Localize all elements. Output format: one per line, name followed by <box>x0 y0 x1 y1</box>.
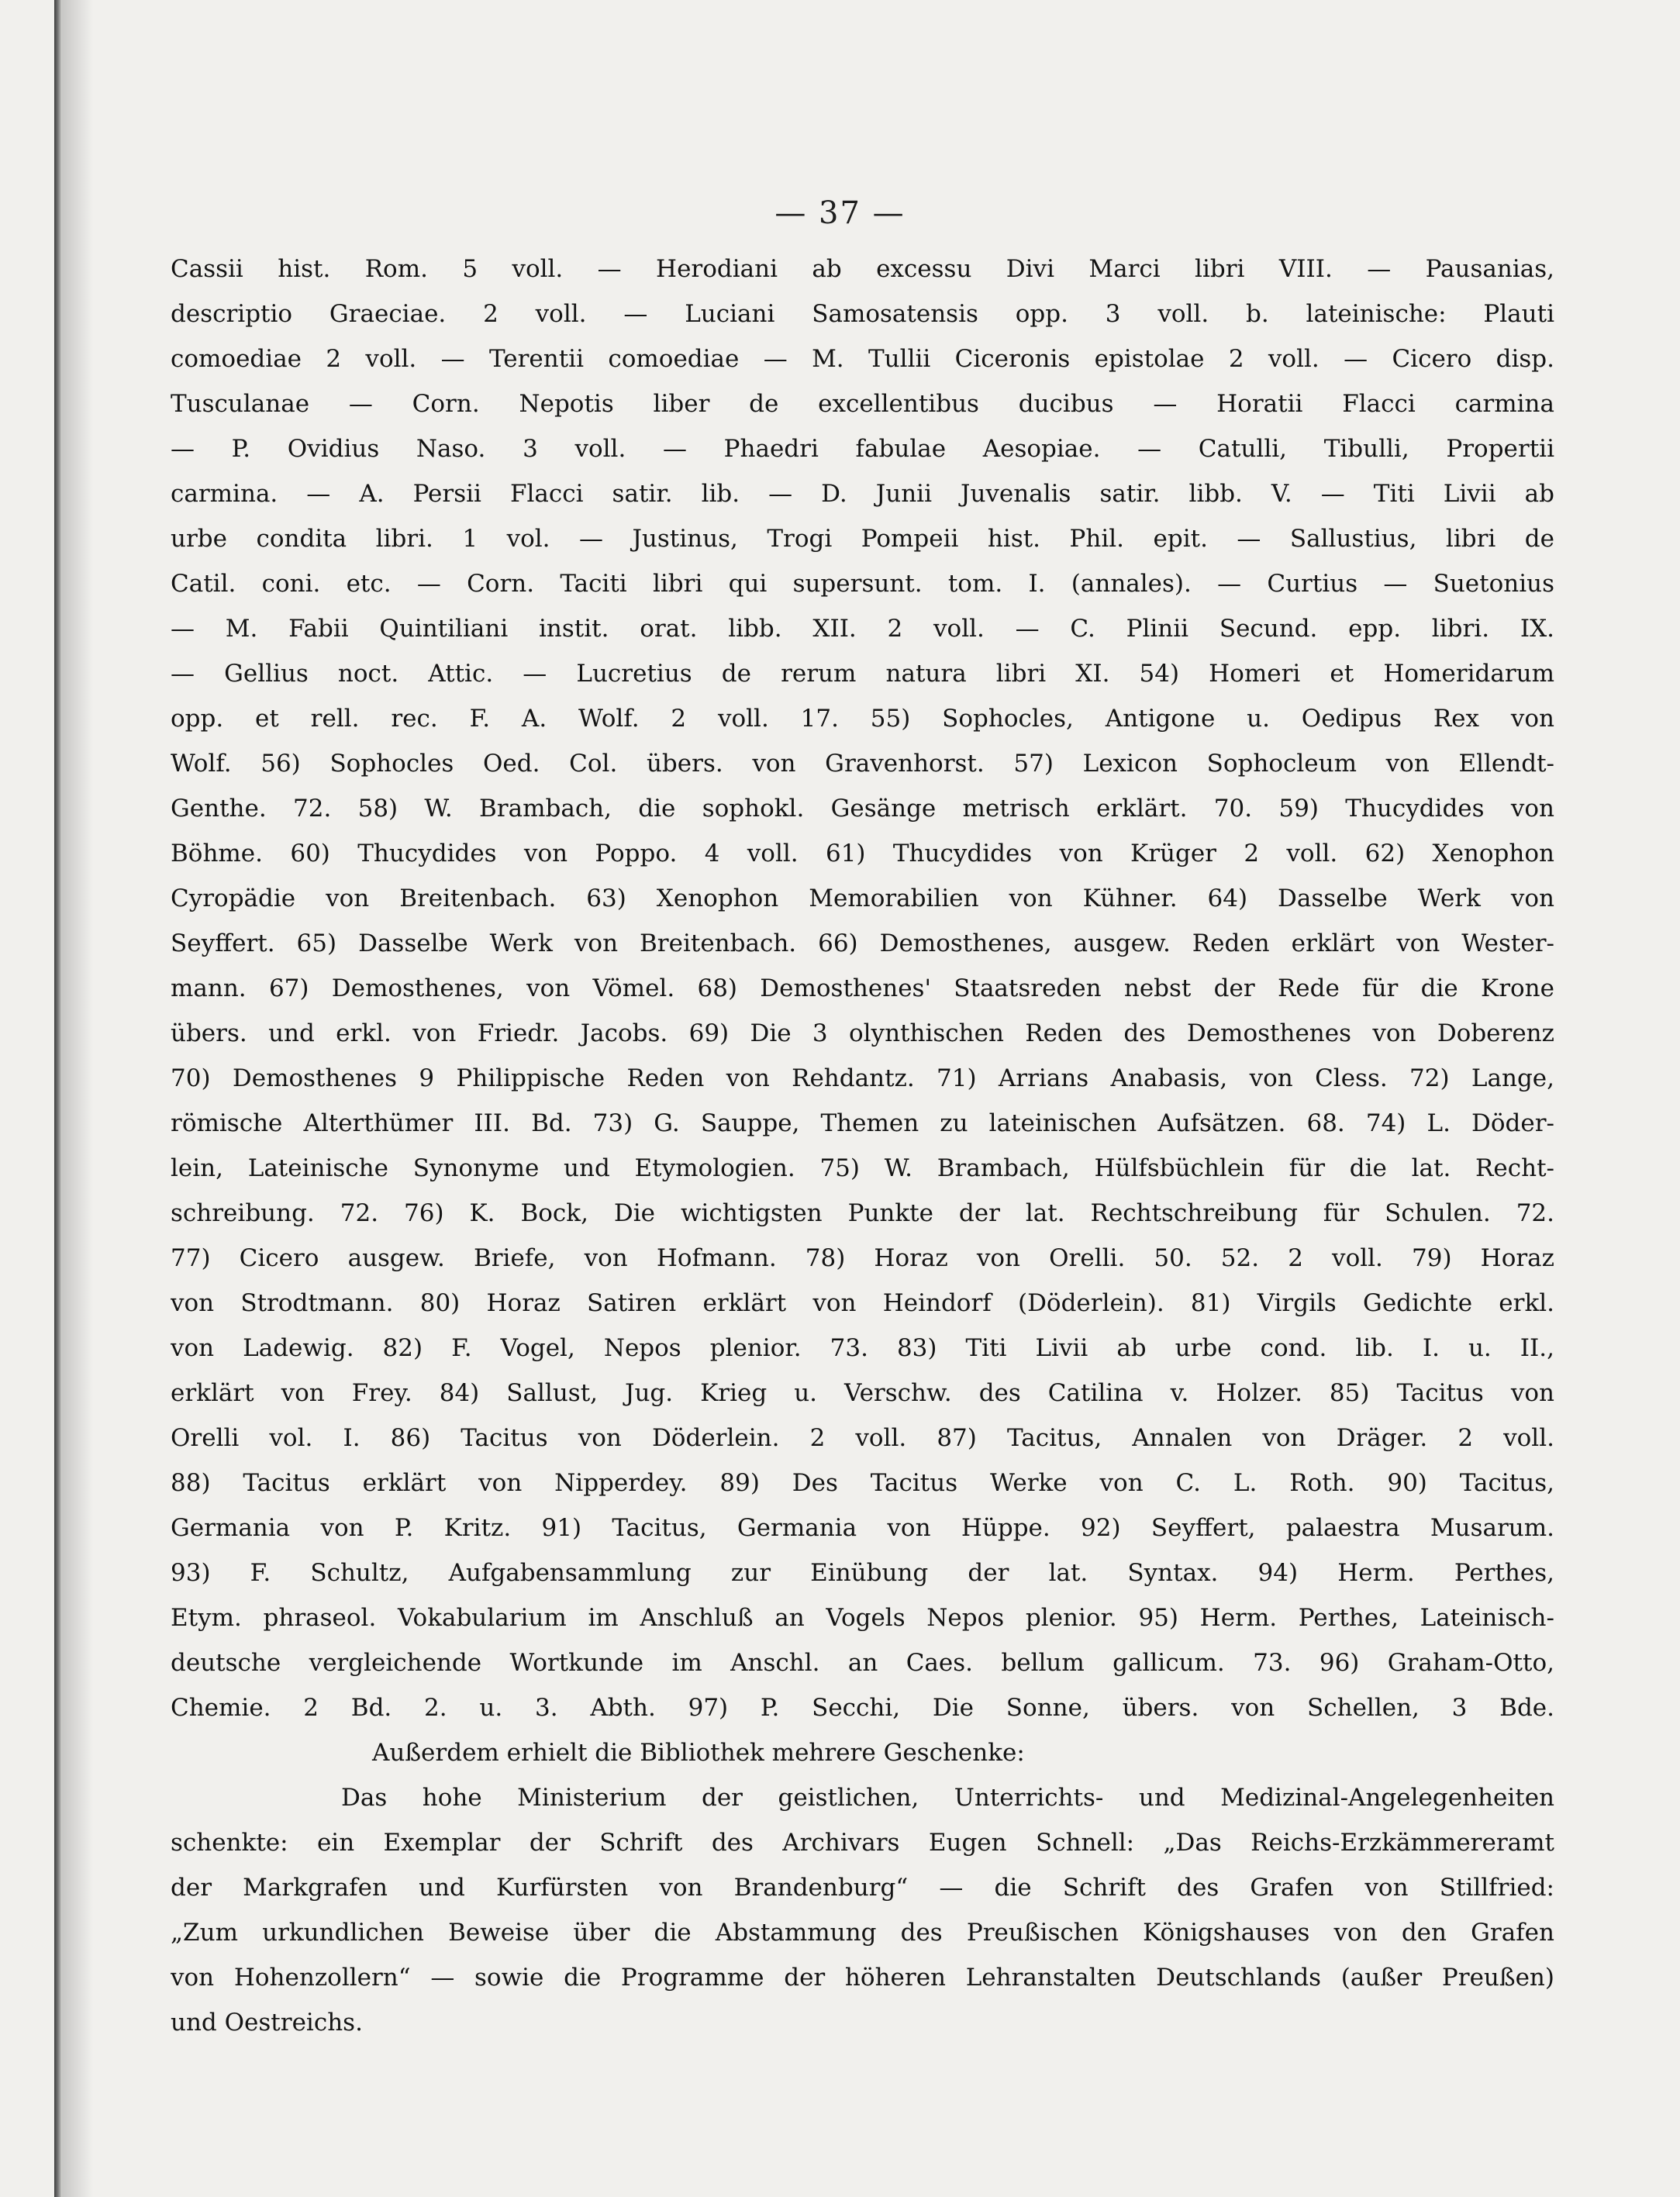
text-line: — M. Fabii Quintiliani instit. orat. libb. XII. 2 voll. — C. Plinii Secund. epp. libri. IX. <box>171 615 1554 643</box>
text-line: urbe condita libri. 1 vol. — Justinus, Trogi Pompeii hist. Phil. epit. — Sallustius, libri de <box>171 525 1554 553</box>
text-line: 70) Demosthenes 9 Philippische Reden von Rehdantz. 71) Arrians Anabasis, von Cless. 72) Lange, <box>171 1064 1554 1092</box>
text-line: erklärt von Frey. 84) Sallust, Jug. Krieg u. Verschw. des Catilina v. Holzer. 85) Tacitus von <box>171 1379 1554 1407</box>
text-line: römische Alterthümer III. Bd. 73) G. Sauppe, Themen zu lateinischen Aufsätzen. 68. 74) L. Döder- <box>171 1109 1554 1137</box>
gifts-section <box>171 1730 1554 2045</box>
gifts-intro: Außerdem erhielt die Bibliothek mehrere Geschenke: <box>372 1739 1025 1767</box>
text-line: von Ladewig. 82) F. Vogel, Nepos plenior. 73. 83) Titi Livii ab urbe cond. lib. I. u. II., <box>171 1334 1554 1362</box>
text-line: Cassii hist. Rom. 5 voll. — Herodiani ab excessu Divi Marci libri VIII. — Pausanias, <box>171 255 1554 283</box>
text-line: übers. und erkl. von Friedr. Jacobs. 69) Die 3 olynthischen Reden des Demosthenes von Doberenz <box>171 1019 1554 1047</box>
scan-binding-shadow <box>62 0 93 2197</box>
text-line: schenkte: ein Exemplar der Schrift des Archivars Eugen Schnell: „Das Reichs-Erzkämmereramt <box>171 1829 1554 1857</box>
text-line: der Markgrafen und Kurfürsten von Brandenburg“ — die Schrift des Grafen von Stillfried: <box>171 1874 1554 1902</box>
text-line: opp. et rell. rec. F. A. Wolf. 2 voll. 17. 55) Sophocles, Antigone u. Oedipus Rex von <box>171 705 1554 733</box>
page-number: — 37 — <box>774 195 906 231</box>
text-line: Tusculanae — Corn. Nepotis liber de excellentibus ducibus — Horatii Flacci carmina <box>171 390 1554 418</box>
text-line: 77) Cicero ausgew. Briefe, von Hofmann. 78) Horaz von Orelli. 50. 52. 2 voll. 79) Horaz <box>171 1244 1554 1272</box>
text-line: „Zum urkundlichen Beweise über die Abstammung des Preußischen Königshauses von den Grafen <box>171 1919 1554 1947</box>
text-line: Germania von P. Kritz. 91) Tacitus, Germania von Hüppe. 92) Seyffert, palaestra Musarum. <box>171 1514 1554 1542</box>
text-line: Orelli vol. I. 86) Tacitus von Döderlein. 2 voll. 87) Tacitus, Annalen von Dräger. 2 voll. <box>171 1424 1554 1452</box>
text-line: und Oestreichs. <box>171 2009 363 2037</box>
text-line: Seyffert. 65) Dasselbe Werk von Breitenbach. 66) Demosthenes, ausgew. Reden erklärt von Wester- <box>171 930 1554 957</box>
text-line: von Hohenzollern“ — sowie die Programme der höheren Lehranstalten Deutschlands (außer Preußen) <box>171 1964 1554 1992</box>
text-line: schreibung. 72. 76) K. Bock, Die wichtigsten Punkte der lat. Rechtschreibung für Schulen. 72. <box>171 1199 1554 1227</box>
text-line: 88) Tacitus erklärt von Nipperdey. 89) Des Tacitus Werke von C. L. Roth. 90) Tacitus, <box>171 1469 1554 1497</box>
text-line: comoediae 2 voll. — Terentii comoediae — M. Tullii Ciceronis epistolae 2 voll. — Cicero disp. <box>171 345 1554 373</box>
scan-binding-edge <box>54 0 62 2197</box>
text-line: deutsche vergleichende Wortkunde im Anschl. an Caes. bellum gallicum. 73. 96) Graham-Otto, <box>171 1649 1554 1677</box>
text-line: von Strodtmann. 80) Horaz Satiren erklärt von Heindorf (Döderlein). 81) Virgils Gedichte erkl. <box>171 1289 1554 1317</box>
text-line: 93) F. Schultz, Aufgabensammlung zur Einübung der lat. Syntax. 94) Herm. Perthes, <box>171 1559 1554 1587</box>
library-acquisitions-list <box>171 247 1554 1730</box>
text-line: Das hohe Ministerium der geistlichen, Unterrichts- und Medizinal-Angelegenheiten <box>341 1784 1554 1812</box>
text-line: — P. Ovidius Naso. 3 voll. — Phaedri fabulae Aesopiae. — Catulli, Tibulli, Propertii <box>171 435 1554 463</box>
text-line: Wolf. 56) Sophocles Oed. Col. übers. von Gravenhorst. 57) Lexicon Sophocleum von Ellendt- <box>171 750 1554 778</box>
text-line: Cyropädie von Breitenbach. 63) Xenophon Memorabilien von Kühner. 64) Dasselbe Werk von <box>171 885 1554 912</box>
text-line: mann. 67) Demosthenes, von Vömel. 68) Demosthenes' Staatsreden nebst der Rede für die Krone <box>171 974 1554 1002</box>
text-line: lein, Lateinische Synonyme und Etymologien. 75) W. Brambach, Hülfsbüchlein für die lat. Recht- <box>171 1154 1554 1182</box>
text-line: Catil. coni. etc. — Corn. Taciti libri qui supersunt. tom. I. (annales). — Curtius — Suetonius <box>171 570 1554 598</box>
text-line: descriptio Graeciae. 2 voll. — Luciani Samosatensis opp. 3 voll. b. lateinische: Plauti <box>171 300 1554 328</box>
text-line: — Gellius noct. Attic. — Lucretius de rerum natura libri XI. 54) Homeri et Homeridarum <box>171 660 1554 688</box>
text-line: Genthe. 72. 58) W. Brambach, die sophokl. Gesänge metrisch erklärt. 70. 59) Thucydides von <box>171 795 1554 823</box>
text-line: Etym. phraseol. Vokabularium im Anschluß an Vogels Nepos plenior. 95) Herm. Perthes, Lateinisch- <box>171 1604 1554 1632</box>
text-line: Chemie. 2 Bd. 2. u. 3. Abth. 97) P. Secchi, Die Sonne, übers. von Schellen, 3 Bde. <box>171 1694 1554 1722</box>
body-text <box>171 247 1554 2045</box>
text-line: Böhme. 60) Thucydides von Poppo. 4 voll. 61) Thucydides von Krüger 2 voll. 62) Xenophon <box>171 840 1554 867</box>
text-line: carmina. — A. Persii Flacci satir. lib. — D. Junii Juvenalis satir. libb. V. — Titi Livii ab <box>171 480 1554 508</box>
gifts-paragraph <box>171 1775 1554 2045</box>
